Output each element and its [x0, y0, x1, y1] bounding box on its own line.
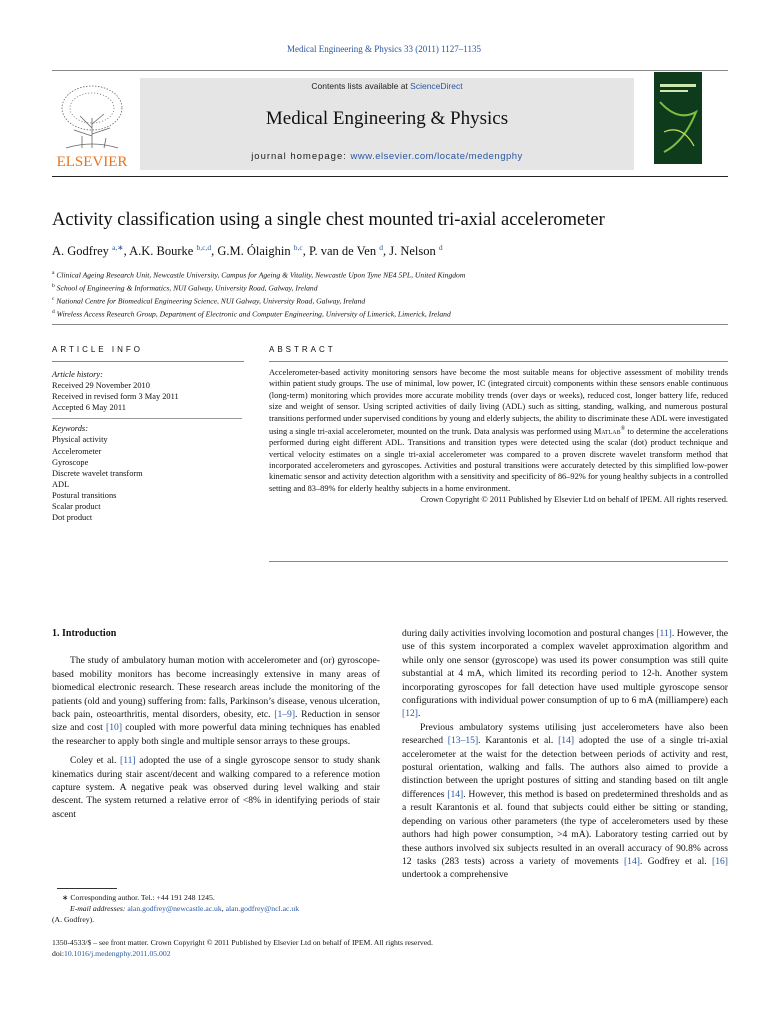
keywords-rule	[52, 418, 242, 419]
journal-citation: Medical Engineering & Physics 33 (2011) 1127–1135	[287, 44, 481, 54]
citation-link[interactable]: [10]	[106, 722, 123, 734]
article-info-heading: ARTICLE INFO	[52, 345, 143, 354]
keyword: Discrete wavelet transform	[52, 468, 143, 478]
author-separator: ,	[382, 244, 390, 258]
section-heading-introduction: 1. Introduction	[52, 628, 117, 639]
footnote	[52, 892, 380, 925]
author-list	[52, 244, 728, 259]
history-accepted: Accepted 6 May 2011	[52, 403, 126, 413]
affiliation-a: $^a$ Clinical Ageing Research Unit, Newcastle University, Campus for Ageing & Vitality, Newcastle Upon Tyne NE4 5PL, United Kingdom	[52, 270, 466, 280]
article-title: Activity classification using a single chest mounted tri-axial accelerometer	[52, 210, 605, 230]
keyword: ADL	[52, 479, 70, 489]
author-name: G.M. Ólaighin	[217, 244, 291, 258]
author-separator: ,	[211, 244, 218, 258]
affiliation-rule	[52, 324, 728, 325]
homepage-prefix: journal homepage:	[251, 151, 351, 162]
matlab-name: Matlab	[593, 426, 621, 436]
citation-link[interactable]: [14]	[447, 788, 464, 800]
citation-link[interactable]: [12]	[402, 708, 418, 720]
keyword: Postural transitions	[52, 490, 117, 500]
keyword: Scalar product	[52, 502, 101, 512]
article-info	[52, 369, 242, 523]
citation-link[interactable]: [14]	[623, 855, 640, 867]
citation-link[interactable]: [16]	[712, 855, 728, 867]
author-affiliation-marks[interactable]: b,c	[293, 242, 303, 252]
paragraph: Previous ambulatory systems utilising just accelerometers have also been researched [13–15]. Karantonis et al. [14] adopted the use of a single tri-axial accelerometer at the waist for the detection between periods of activity and rest, postural orientation, walking and falls. The authors also aimed to provide a distinction between the upright postures of sitting and standing based on tilt angle differences [14]. However, this method is based on predetermined thresholds and as a result Karantonis et al. found that subjects could either be sitting or standing, depending on various other parameters (the type of accelerometers used by these authors had high power consumption, >4 mA). Laboratory testing carried out by these authors involved six subjects resulted in an overall accuracy of 90.8% across 12 tasks (283 tests) across a variety of movements [14]. Godfrey et al. [16] undertook a comprehensive	[402, 721, 729, 881]
citation-link[interactable]: [1–9]	[274, 709, 296, 721]
paragraph: during daily activities involving locomotion and postural changes [11]. However, the use of this system incorporated a complex wavelet approximation algorithm and while only one sensor (gyroscope) was used its power consumption was still quite substantial at 4 mA, which limited its recording period to 12-h. Another system incorporating gyroscopes for fall detection have used multiple gyroscope sensor configurations with individual power consumption of up to 6 mA (milliampere) each [12].	[402, 628, 728, 720]
body-column-left	[52, 627, 380, 821]
author-affiliation-marks[interactable]: b,c,d	[196, 242, 212, 252]
abstract-copyright: Crown Copyright © 2011 Published by Elsevier Ltd on behalf of IPEM. All rights reserved.	[420, 495, 728, 505]
keyword: Physical activity	[52, 435, 108, 445]
author-name: A.K. Bourke	[129, 244, 194, 258]
paragraph: The study of ambulatory human motion with accelerometer and (or) gyroscope-based mobility monitors has become increasingly extensive in many areas of biomedical electronic research. These research areas include the monitoring of the patients (old and young) suffering from: falls, Parkinson’s disease, venous ulceration, back pain, osteoarthritis, mental disorders, obesity, etc. [1–9]. Reduction in sensor size and cost [10] coupled with more powerful data mining techniques has enabled the researcher to apply both single and multiple sensor arrays to these groups.	[52, 655, 380, 747]
journal-cover-image	[654, 72, 702, 164]
author-separator: ,	[123, 244, 130, 258]
footnote-rule	[57, 888, 117, 889]
citation-link[interactable]: [13–15]	[447, 735, 479, 747]
author-name: J. Nelson	[389, 244, 436, 258]
doi-link[interactable]: 10.1016/j.medengphy.2011.05.002	[63, 949, 171, 958]
citation-link[interactable]: [14]	[558, 735, 575, 747]
affiliation-b: $^b$ School of Engineering & Informatics, NUI Galway, University Road, Galway, Ireland	[52, 283, 318, 293]
footnote-name: (A. Godfrey).	[52, 915, 95, 924]
affiliation-d: $^d$ Wireless Access Research Group, Department of Electronic and Computer Engineering, University of Limerick, Limerick, Ireland	[52, 309, 451, 319]
email-addresses: E-mail addresses: alan.godfrey@newcastle.ac.uk, alan.godfrey@ncl.ac.uk	[70, 904, 300, 913]
front-matter-footer	[52, 937, 728, 959]
keyword: Dot product	[52, 513, 93, 523]
corresponding-author: ∗ Corresponding author. Tel.: +44 191 248 1245.	[62, 893, 215, 902]
journal-title: Medical Engineering & Physics	[265, 108, 509, 129]
history-revised: Received in revised form 3 May 2011	[52, 392, 179, 402]
email-link[interactable]: alan.godfrey@newcastle.ac.uk	[127, 904, 222, 913]
doi-line: doi:10.1016/j.medengphy.2011.05.002	[52, 949, 171, 958]
affiliation-c: $^c$ National Centre for Biomedical Engineering Science, NUI Galway, University Road, Galway, Ireland	[52, 296, 366, 306]
keyword: Gyroscope	[52, 457, 89, 467]
homepage-link[interactable]: www.elsevier.com/locate/medengphy	[350, 151, 523, 162]
history-received: Received 29 November 2010	[52, 381, 150, 391]
sciencedirect-link[interactable]: ScienceDirect	[410, 81, 463, 91]
email-link[interactable]: alan.godfrey@ncl.ac.uk	[225, 904, 300, 913]
article-info-rule	[52, 361, 244, 362]
abstract-bottom-rule	[269, 561, 728, 562]
affiliation-list	[52, 268, 728, 320]
body-column-right	[402, 627, 728, 882]
keywords-label: Keywords:	[52, 424, 88, 434]
citation-link[interactable]: [11]	[656, 628, 672, 639]
author-separator: ,	[302, 244, 309, 258]
author-affiliation-marks[interactable]: d	[438, 242, 443, 252]
author-name: P. van de Ven	[308, 244, 377, 258]
masthead-bottom-rule	[52, 176, 728, 177]
history-label: Article history:	[52, 370, 103, 379]
author-affiliation-marks[interactable]: d	[379, 242, 383, 252]
author-affiliation-marks[interactable]: a,∗	[112, 242, 124, 252]
elsevier-logo	[52, 78, 132, 170]
issn-line: 1350-4533/$ – see front matter. Crown Copyright © 2011 Published by Elsevier Ltd on behalf of IPEM. All rights reserved.	[52, 938, 433, 947]
abstract-text: Accelerometer-based activity monitoring sensors have become the most suitable means for objective assessment of mobility trends within patient study groups. The use of minimal, low power, IC (integrated circuit) components within these sensors enable continuous (long-term) monitoring which provides more accurate mobility trends (over days or weeks), reduced cost, longer battery life, reduced size and weight of sensor. Using scripted activities of daily living (ADL) such as sitting, standing, walking, and numerous postural transitions performed under supervised conditions by young and elderly subjects, the ability to discriminate these ADL were investigated using a single tri-axial accelerometer, mounted on the trunk. Data analysis was performed using Matlab® to determine the accelerations performed during eight different ADL. Transitions and transition types were detected using the scalar (dot) product technique and vertical velocity estimates on a single tri-axial accelerometer was compared to a proven discrete wavelet transform method that incorporated accelerometers and gyroscopes. Activities and postural transitions were accurately detected by this simplified low-power kinematic sensor and activity detection algorithm with a sensitivity and specificity of 86–92% for young healthy subjects in a controlled setting and 83–89% for elderly healthy subjects in a home environment. Crown Copyright © 2011 Published by Elsevier Ltd on behalf of IPEM. All rights reserved.	[269, 368, 729, 505]
keyword: Accelerometer	[52, 446, 102, 456]
contents-prefix: Contents lists available at	[311, 81, 411, 91]
abstract-heading: ABSTRACT	[269, 345, 336, 354]
journal-homepage	[140, 151, 634, 162]
citation-link[interactable]: [11]	[120, 755, 136, 767]
contents-line	[140, 81, 634, 91]
masthead-top-rule	[52, 70, 728, 71]
paragraph: Coley et al. [11] adopted the use of a single gyroscope sensor to study shank kinematics during stair ascent/decent and walking compared to a reference motion capture system. A negative peak was observed during level walking and stair descent. The system returned a relative error of <8% in identifying periods of stair ascent	[52, 755, 380, 820]
abstract-rule	[269, 361, 728, 362]
author-name: A. Godfrey	[52, 244, 109, 258]
elsevier-wordmark: ELSEVIER	[56, 154, 128, 170]
